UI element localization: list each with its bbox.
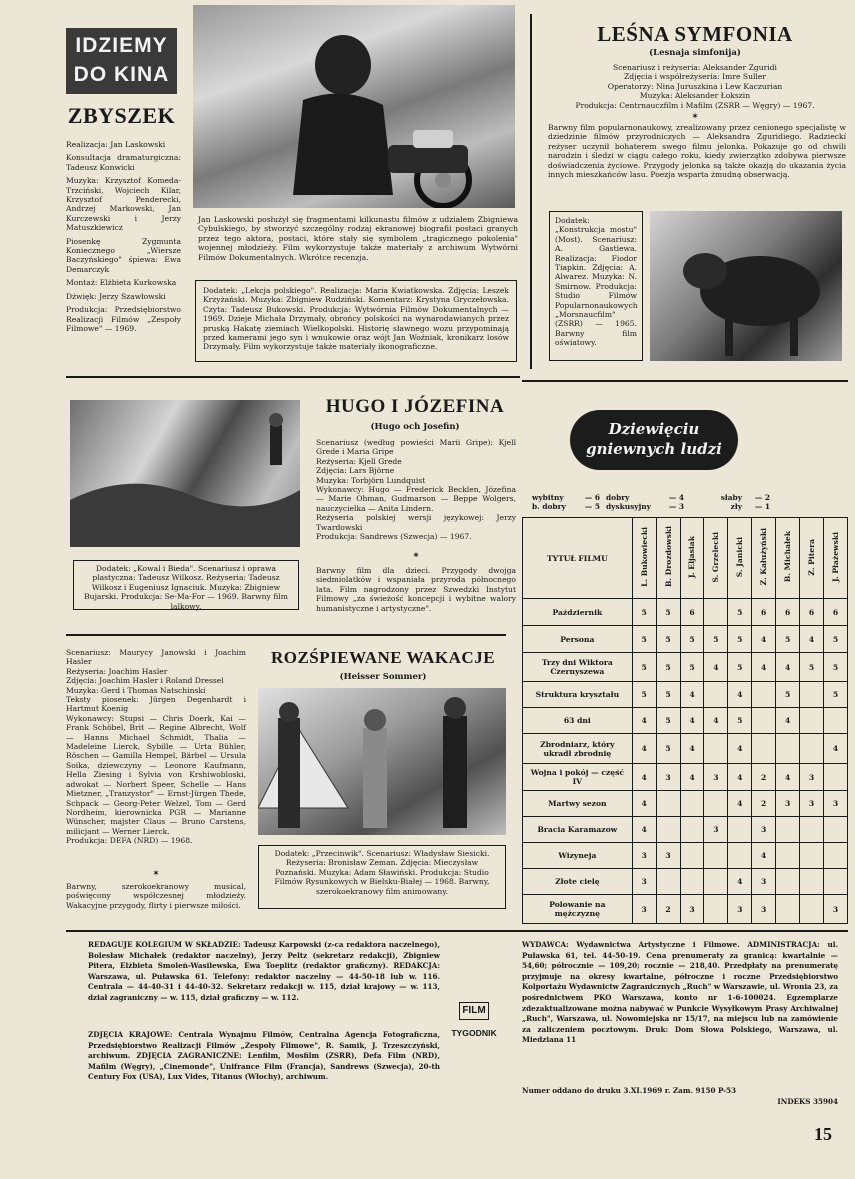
ratings-row <box>523 764 848 791</box>
ratings-row <box>523 843 848 869</box>
zbyszek-credit: Produkcja: Przedsiębiorstwo Realizacji Filmów „Zespoły Filmowe" — 1969. <box>66 305 181 333</box>
score-cell: 4 <box>632 817 656 843</box>
score-cell: 5 <box>728 599 752 626</box>
section-divider <box>66 376 520 378</box>
ratings-legend <box>532 493 792 511</box>
legend-value: — 3 <box>668 502 684 511</box>
critic-header <box>823 518 847 599</box>
lesna-credits: Scenariusz i reżyseria: Aleksander Zguridi Zdjęcia i współreżyseria: Imre Suller Operatorzy: Nina Juruszkina i Lew Kaczurian Muzyka: Aleksander Łokszin Produkcja: Centrnauczfilm i Mafilm (ZSRR — Węgry) — 1967. <box>575 63 815 110</box>
score-cell: 6 <box>823 599 847 626</box>
lesna-body: Barwny film popularnonaukowy, zrealizowany przez cenionego specjalistę w dziedzinie filmów przyrodniczych — Aleksandra Zguridiego. Radzieckí reżyser uczynił bohaterem swego filmu jelonka. Pokazuje go od chwili narodzin i śledzi w ciągu całego roku, kiedy zwierzątko zdobywa pierwsze doświadczenia życiowe. Przygody jelonka są także okazją do ukazania życia innych mieszkańców lasu. Poezja wsparta żmudną obserwacją. <box>548 123 846 180</box>
hugo-body: Barwny film dla dzieci. Przygody dwojga siedmiolatków i wspaniała przyroda północnego lata. Film nagrodzony przez Szwedzki Instytut Filmowy „za świeżość koncepcji i wybitne walory humanistyczne i artystyczne". <box>316 566 516 613</box>
score-cell <box>823 764 847 791</box>
hugo-subtitle: (Hugo och Josefin) <box>370 422 460 432</box>
legend-label: wybitny <box>532 493 564 502</box>
zbyszek-caption: Jan Laskowski posłużył się fragmentami kilkunastu filmów z udziałem Zbigniewa Cybulskiego, by stworzyć szczególny rodzaj ekranowej biografii postaci granych przez tego aktora, postaci, które stały się symbolem „tragicznego pokolenia" wojennej młodzieży. Film wykorzystuje także materiały z archiwum Wytwórni Filmów Dokumentalnych. Wkrótce recenzja. <box>198 215 518 262</box>
score-cell <box>752 682 776 708</box>
score-cell: 4 <box>680 708 704 734</box>
film-title-cell: Martwy sezon <box>523 791 633 817</box>
film-title-cell: Zbrodniarz, który ukradł zbrodnię <box>523 734 633 764</box>
legend-row <box>532 502 792 511</box>
score-cell: 2 <box>752 791 776 817</box>
score-cell <box>800 869 824 895</box>
score-cell <box>704 682 728 708</box>
hugo-addon-box <box>73 560 299 610</box>
score-cell: 4 <box>632 764 656 791</box>
score-cell: 4 <box>776 764 800 791</box>
ratings-row <box>523 734 848 764</box>
score-cell: 6 <box>752 599 776 626</box>
legend-label: dyskusyjny <box>606 502 651 511</box>
footer-divider <box>66 930 848 932</box>
zbyszek-credit: Piosenkę Zygmunta Koniecznego „Wiersze Baczyńskiego" śpiewa: Ewa Demarczyk <box>66 236 181 274</box>
critic-name: L. Bukowiecki <box>639 527 649 587</box>
legend-value: — 1 <box>754 502 770 511</box>
zbyszek-credit: Montaż: Elżbieta Kurkowska <box>66 278 177 288</box>
score-cell: 5 <box>632 599 656 626</box>
wakacje-photo <box>258 688 506 835</box>
lesna-title: LEŚNA SYMFONIA <box>597 22 793 46</box>
legend-row <box>532 493 792 502</box>
hugo-photo <box>70 400 300 547</box>
ratings-row <box>523 708 848 734</box>
score-cell: 5 <box>656 653 680 682</box>
critic-name: B. Michałek <box>783 531 793 583</box>
score-cell <box>800 682 824 708</box>
score-cell: 4 <box>800 626 824 653</box>
critic-name: J. Eljasiak <box>687 536 697 578</box>
critic-header <box>728 518 752 599</box>
motorcyclist-illustration <box>193 5 515 208</box>
score-cell: 5 <box>656 682 680 708</box>
film-logo <box>459 1002 489 1020</box>
score-cell <box>776 734 800 764</box>
score-cell <box>728 843 752 869</box>
score-cell: 4 <box>680 734 704 764</box>
score-cell <box>800 843 824 869</box>
legend-label: zły <box>730 502 742 511</box>
score-cell <box>704 734 728 764</box>
score-cell <box>776 843 800 869</box>
star-divider: ✶ <box>152 869 160 879</box>
critic-name: B. Drozdowski <box>663 526 673 588</box>
wakacje-title: ROZŚPIEWANE WAKACJE <box>270 648 496 667</box>
score-cell: 3 <box>728 895 752 924</box>
score-cell: 5 <box>704 626 728 653</box>
wakacje-body: Barwny, szerokoekranowy musical, poświęcony współczesnej młodzieży. Wakacyjne przygody, flirty i pierwsze miłości. <box>66 882 246 910</box>
score-cell: 5 <box>800 653 824 682</box>
ratings-title-1: Dziewięciu <box>608 420 700 438</box>
zbyszek-photo <box>193 5 515 208</box>
logo-line-1: IDZIEMY <box>75 34 168 57</box>
score-cell <box>800 817 824 843</box>
score-cell: 4 <box>632 791 656 817</box>
score-cell <box>823 869 847 895</box>
youths-camping-illustration <box>258 688 506 835</box>
score-cell: 3 <box>823 791 847 817</box>
score-cell <box>752 708 776 734</box>
score-cell: 3 <box>800 764 824 791</box>
critic-name: S. Janicki <box>735 536 745 578</box>
ratings-row <box>523 869 848 895</box>
score-cell: 4 <box>632 708 656 734</box>
critic-name: Z. Pitera <box>807 538 817 576</box>
critic-header <box>752 518 776 599</box>
score-cell: 4 <box>728 764 752 791</box>
ratings-title-2: gniewnych ludzi <box>586 440 722 458</box>
score-cell: 5 <box>680 626 704 653</box>
score-cell <box>680 817 704 843</box>
film-title-cell: Październik <box>523 599 633 626</box>
ratings-header-row <box>523 518 848 599</box>
ratings-row <box>523 895 848 924</box>
zbyszek-credit: Realizacja: Jan Laskowski <box>66 140 166 149</box>
film-title-cell: Trzy dni Wiktora Czernyszewa <box>523 653 633 682</box>
hugo-credits: Scenariusz (według powieści Marii Gripe): Kjell Grede i Maria Gripe Reżyseria: Kjell Grede Zdjęcia: Lars Björne Muzyka: Torbjörn Lundquist Wykonawcy: Hugo — Frederick Becklen, Józefina — Marie Ohman, Gudmarson — Beppe Wolgers, nauczycielka — Anita Lindern. Reżyseria polskiej wersji językowej: Jerzy Twardowski Produkcja: Sandrews (Szwecja) — 1967. <box>316 438 516 542</box>
score-cell: 4 <box>752 626 776 653</box>
score-cell <box>656 791 680 817</box>
film-logo-text: FILM <box>462 1005 486 1016</box>
ratings-body <box>523 599 848 924</box>
score-cell: 4 <box>776 708 800 734</box>
page-number: 15 <box>814 1124 832 1144</box>
score-cell: 2 <box>656 895 680 924</box>
score-cell: 3 <box>632 869 656 895</box>
score-cell <box>800 708 824 734</box>
score-cell <box>704 843 728 869</box>
score-cell: 2 <box>752 764 776 791</box>
ratings-row <box>523 626 848 653</box>
score-cell: 4 <box>632 734 656 764</box>
film-title-cell: Persona <box>523 626 633 653</box>
lesna-photo <box>650 211 842 361</box>
legend-label: słaby <box>720 493 742 502</box>
score-cell <box>800 895 824 924</box>
score-cell <box>680 791 704 817</box>
column-divider <box>530 14 532 369</box>
score-cell: 3 <box>776 791 800 817</box>
score-cell: 3 <box>680 895 704 924</box>
lesna-subtitle: (Lesnaja simfonija) <box>649 48 741 58</box>
score-cell: 3 <box>656 764 680 791</box>
zbyszek-credit: Konsultacja dramaturgiczna: Tadeusz Konwicki <box>66 153 181 172</box>
score-cell: 6 <box>680 599 704 626</box>
section-logo <box>66 28 177 94</box>
film-title-cell: Struktura kryształu <box>523 682 633 708</box>
critic-header <box>800 518 824 599</box>
film-title-cell: Bracia Karamazow <box>523 817 633 843</box>
score-cell: 5 <box>776 682 800 708</box>
wakacje-addon-box <box>258 845 506 909</box>
score-cell: 3 <box>800 791 824 817</box>
score-cell: 4 <box>728 791 752 817</box>
score-cell: 3 <box>752 895 776 924</box>
score-cell: 4 <box>776 653 800 682</box>
zbyszek-credit: Muzyka: Krzysztof Komeda-Trzciński, Wojciech Kilar, Krzysztof Penderecki, Andrzej Markowski, Jan Kurczewski i Jerzy Matuszkiewicz <box>66 176 181 233</box>
zbyszek-addon-text: Dodatek: „Lekcja polskiego". Realizacja: Maria Kwiatkowska. Zdjęcia: Leszek Krzyżański. Muzyka: Zbigniew Rudziński. Komentarz: Krystyna Gryczełowska. Czyta: Tadeusz Bukowski. Produkcja: Wytwórnia Filmów Dokumentalnych — 1969. Dzieje Michała Drzymały, obrońcy polskości na wynarodawianych przez pruską Hakatę ziemiach Wielkopolski. Historię sławnego wozu przypominają przed kamerami jego syn i wnukowie oraz wójt Jan Woźniak, kronikarz losów Drzymały. Film wykorzystuje także materiały ikonograficzne. <box>203 286 509 352</box>
score-cell <box>680 869 704 895</box>
legend-value: — 2 <box>754 493 770 502</box>
zbyszek-credits <box>66 140 181 337</box>
footer-publisher: WYDAWCA: Wydawnictwa Artystyczne i Filmowe. ADMINISTRACJA: ul. Puławska 61, tel. 44-50-19. Cena prenumeraty za granicą: kwartalnie — 54,60; półrocznie — 109,20; rocznie — 218,40. Przedpłaty na prenumeratę przyjmuje na okresy kwartalne, półroczne i roczne Przedsiębiorstwo Kolportażu Wydawnictw Zagranicznych „Ruch" w Warszawie, ul. Wronia 23, za pośrednictwem PKO Warszawa, konto nr 1-6-100024. Egzemplarze zdezaktualizowane można nabywać w Punkcie Wysyłkowym Prasy Archiwalnej „Ruch", Warszawa, ul. Nowomiejska nr 15/17, na miejscu lub na zamówienie za zaliczeniem pocztowym. Druk: Dom Słowa Polskiego, Warszawa, ul. Miedziana 11 <box>522 940 838 1045</box>
logo-line-2: DO KINA <box>73 63 170 86</box>
score-cell: 5 <box>728 626 752 653</box>
score-cell: 3 <box>704 817 728 843</box>
score-cell <box>704 599 728 626</box>
deer-illustration <box>650 211 842 361</box>
wakacje-subtitle: (Heisser Sommer) <box>339 672 427 682</box>
ratings-row <box>523 682 848 708</box>
hugo-title: HUGO I JÓZEFINA <box>325 396 505 417</box>
score-cell: 5 <box>823 682 847 708</box>
film-title-cell: Wizyneja <box>523 843 633 869</box>
score-cell <box>728 817 752 843</box>
score-cell: 4 <box>704 708 728 734</box>
score-cell: 5 <box>728 708 752 734</box>
legend-label: dobry <box>606 493 630 502</box>
wakacje-credits: Scenariusz: Maurycy Janowski i Joachim Hasler Reżyseria: Joachim Hasler Zdjęcia: Joachim Hasler i Roland Dressel Muzyka: Gerd i Thomas Natschinski Teksty piosenek: Jürgen Degenhardt i Hartmut Koenig Wykonawcy: Stupsi — Chris Doerk, Kai — Frank Schöbel, Brit — Regine Albrecht, Wolf — Hanns Michael Schmidt, Thalia — Madeleine Lierck, Sybille — Urta Bühler, Röschen — Gamilla Hempel, Bärbel — Ursula Soika, dziewczyny — Leonore Kaufmann, Hella Ziesing i Sylvia von Krshiwobloski, adwokat — Norbert Speer, Schelle — Hans Mietzner, „Tranzystor" — Ernst-Jürgen Thede, Schpack — Georg-Peter Welzel, Tom — Gerd Nordheim, kierownicka PGR — Marianne Wünscher, majster Claus — Bruno Carstens, milicjant — Werner Lierck. Produkcja: DEFA (NRD) — 1968. <box>66 648 246 846</box>
critic-header <box>776 518 800 599</box>
lesna-addon-box <box>549 211 643 361</box>
film-title-header: TYTUŁ FILMU <box>523 518 633 599</box>
score-cell <box>776 895 800 924</box>
critic-name: Z. Kałużyński <box>759 528 769 586</box>
hugo-addon-text: Dodatek: „Kowal i Bieda". Scenariusz i oprawa plastyczna: Tadeusz Wilkosz. Reżyseria: Tadeusz Wilkosz i Eugeniusz Ignaciuk. Muzyka: Zbigniew Bujarski. Produkcja: Se-Ma-For — 1969. Barwny film lalkowy. <box>84 564 288 611</box>
score-cell: 4 <box>752 653 776 682</box>
score-cell <box>656 817 680 843</box>
score-cell <box>704 791 728 817</box>
critic-name: S. Grzelecki <box>711 531 721 583</box>
score-cell <box>680 843 704 869</box>
ratings-row <box>523 599 848 626</box>
score-cell: 5 <box>632 653 656 682</box>
section-divider <box>66 634 506 636</box>
score-cell: 4 <box>704 653 728 682</box>
score-cell: 4 <box>728 682 752 708</box>
ratings-table <box>522 517 848 924</box>
star-divider: ✶ <box>412 551 420 561</box>
score-cell: 6 <box>800 599 824 626</box>
score-cell: 5 <box>776 626 800 653</box>
legend-value: — 5 <box>584 502 600 511</box>
score-cell: 3 <box>656 843 680 869</box>
section-divider <box>522 380 848 382</box>
score-cell <box>656 869 680 895</box>
film-title-cell: 63 dni <box>523 708 633 734</box>
critic-header <box>656 518 680 599</box>
legend-label: b. dobry <box>532 502 566 511</box>
tygodnik-label: TYGODNIK <box>451 1028 497 1038</box>
score-cell <box>823 817 847 843</box>
score-cell: 3 <box>823 895 847 924</box>
score-cell <box>752 734 776 764</box>
film-title-cell: Wojna i pokój — część IV <box>523 764 633 791</box>
score-cell: 3 <box>752 869 776 895</box>
score-cell: 5 <box>632 682 656 708</box>
ratings-row <box>523 817 848 843</box>
score-cell: 4 <box>728 869 752 895</box>
critic-name: J. Płażewski <box>830 532 840 582</box>
score-cell: 5 <box>632 626 656 653</box>
score-cell: 3 <box>632 843 656 869</box>
score-cell <box>776 817 800 843</box>
film-title-cell: Złote cielę <box>523 869 633 895</box>
score-cell <box>823 708 847 734</box>
star-divider: ✶ <box>691 112 699 122</box>
score-cell: 4 <box>680 764 704 791</box>
wakacje-addon-text: Dodatek: „Przecinwik". Scenariusz: Władysław Siesicki. Reżyseria: Bronisław Zeman. Zdjęcia: Mieczysław Poznański. Muzyka: Adam Sławiński. Produkcja: Studio Filmów Rysunkowych w Bielsku-Białej — 1968. Barwny, szerokoekranowy film animowany. <box>274 849 490 896</box>
ratings-row <box>523 791 848 817</box>
score-cell: 5 <box>656 734 680 764</box>
footer-editorial: REDAGUJE KOLEGIUM W SKŁADZIE: Tadeusz Karpowski (z-ca redaktora naczelnego), Bolesław Michałek (redaktor naczelny), Jerzy Peltz (sekretarz redakcji), Zbigniew Pitera, Elżbieta Smoleń-Wasilewska, Ewa Toeplitz (redaktor graficzny). REDAKCJA: Warszawa, ul. Puławska 61. Telefony: redaktor naczelny — 44-50-18 lub w. 116. Centrala — 44-40-31 i 44-40-32. Sekretarz redakcji w. 115, dział krajowy — w. 113, dział zagraniczny — w. 115, dział graficzny — w. 112. <box>88 940 440 1002</box>
zbyszek-addon-box <box>195 280 517 362</box>
score-cell <box>704 869 728 895</box>
score-cell: 5 <box>656 708 680 734</box>
footer-print-line: Numer oddano do druku 3.XI.1969 r. Zam. 9150 P-53 <box>522 1086 736 1095</box>
score-cell: 6 <box>776 599 800 626</box>
score-cell: 4 <box>728 734 752 764</box>
critic-header <box>632 518 656 599</box>
score-cell: 4 <box>823 734 847 764</box>
score-cell: 4 <box>752 843 776 869</box>
zbyszek-credit: Dźwięk: Jerzy Szawłowski <box>66 291 166 301</box>
score-cell: 3 <box>632 895 656 924</box>
score-cell: 5 <box>680 653 704 682</box>
score-cell: 5 <box>823 653 847 682</box>
legend-value: — 4 <box>668 493 684 502</box>
score-cell: 3 <box>704 764 728 791</box>
score-cell: 5 <box>656 599 680 626</box>
ratings-row <box>523 653 848 682</box>
legend-value: — 6 <box>584 493 600 502</box>
zbyszek-title: ZBYSZEK <box>67 103 176 128</box>
lesna-addon-text: Dodatek: „Konstrukcja mostu" (Most). Scenariusz: A. Gastiewa. Realizacja: Fiodor Tiapkin. Zdjęcia: A. Alwarez. Muzyka: N. Smirnow. Produkcja: Studio Filmów Popularnonaukowych „Morsnaucfilm" (ZSRR) — 1965. Barwny film oświatowy. <box>555 216 638 348</box>
score-cell <box>704 895 728 924</box>
score-cell <box>823 843 847 869</box>
score-cell <box>800 734 824 764</box>
score-cell: 5 <box>656 626 680 653</box>
score-cell: 5 <box>728 653 752 682</box>
score-cell: 4 <box>680 682 704 708</box>
footer-index: INDEKS 35904 <box>777 1097 838 1106</box>
children-field-illustration <box>70 400 300 547</box>
ratings-header-badge <box>570 410 738 470</box>
score-cell <box>776 869 800 895</box>
film-title-cell: Polowanie na mężczyznę <box>523 895 633 924</box>
critic-header <box>680 518 704 599</box>
score-cell: 5 <box>823 626 847 653</box>
critic-header <box>704 518 728 599</box>
score-cell: 3 <box>752 817 776 843</box>
footer-photos: ZDJĘCIA KRAJOWE: Centrala Wynajmu Filmów, Centralna Agencja Fotograficzna, Przedsiębiorstwo Realizacji Filmów „Zespoły Filmowe", R. Samik, J. Trzeszczyński, archiwum. ZDJĘCIA ZAGRANICZNE: Lenfilm, Mosfilm (ZSRR), Defa Film (NRD), Mafilm (Węgry), „Cinemonde", Unifrance Film (Francja), Sandrews (Szwecja), 20-th Century Fox (USA), Lux Vides, Titanus (Włochy), archiwum. <box>88 1030 440 1082</box>
